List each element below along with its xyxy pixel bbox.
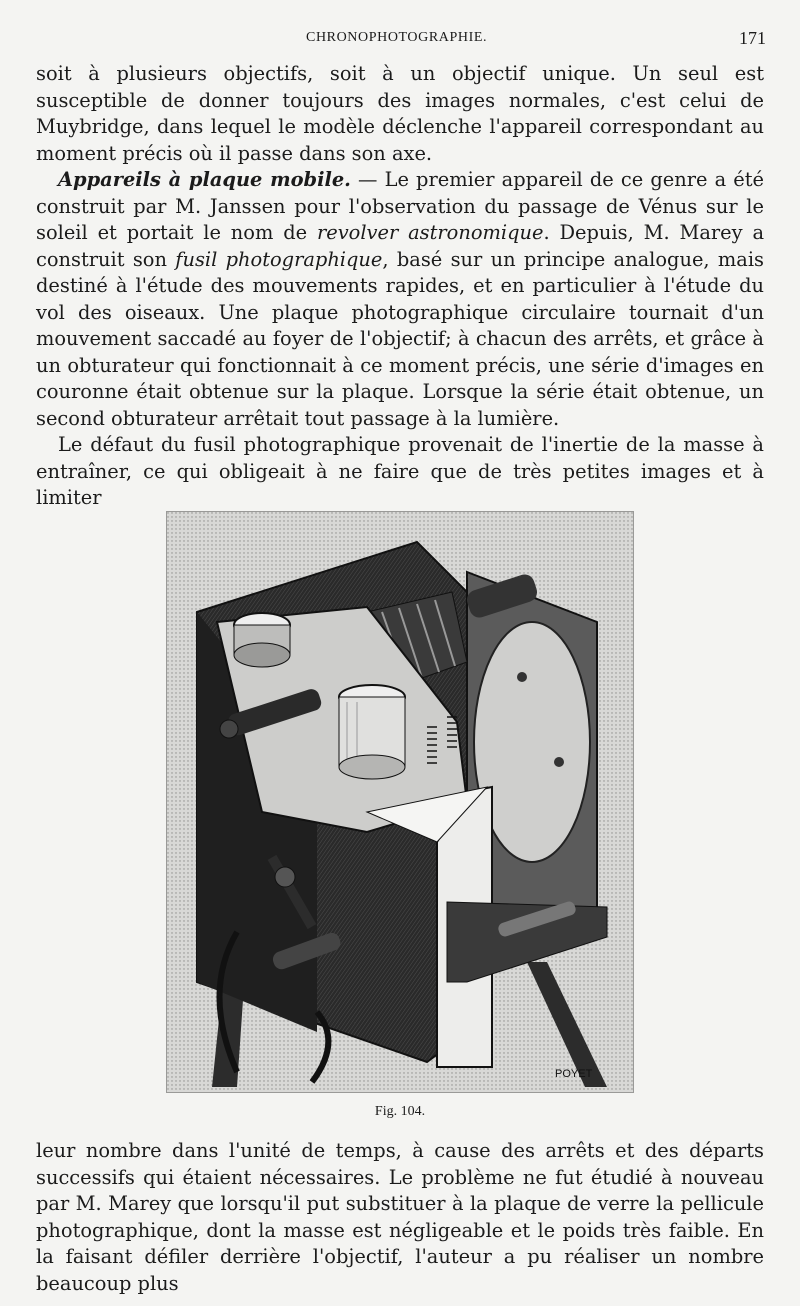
paragraph-2: [36, 167, 764, 432]
figure-caption: Fig. 104.: [374, 1104, 426, 1119]
paragraph-4: leur nombre dans l'unité de temps, à cause des arrêts et des départs successifs qui étaient nécessaires. Le problème ne fut étudié à nouveau par M. Marey que lorsqu'il put substituer à la plaque de verre la pellicule photographique, dont la masse est négligeable et le poids très faible. En la faisant défiler derrière l'objectif, l'auteur a pu réaliser un nombre beaucoup plus: [36, 1139, 764, 1295]
running-title: CHRONOPHOTOGRAPHIE.: [306, 30, 488, 45]
body-text-top: [36, 61, 764, 512]
section-heading: Appareils à plaque mobile.: [58, 168, 351, 191]
paragraph-1: soit à plusieurs objectifs, soit à un objectif unique. Un seul est susceptible de donner toujours des images normales, c'est celui de Muybridge, dans lequel le modèle déclenche l'appareil correspondant au moment précis où il passe dans son axe.: [36, 62, 764, 165]
engraver-signature: POYET: [555, 1068, 593, 1080]
page-header: [36, 28, 766, 52]
figure-engraving: [166, 511, 634, 1093]
paragraph-2-text-3: , basé sur un principe analogue, mais destiné à l'étude des mouvements rapides, et en particulier à l'étude du vol des oiseaux. Une plaque photographique circulaire tournait d'un mouvement saccadé au foyer de l'objectif; à chacun des arrêts, et grâce à un obturateur qui fonctionnait à ce moment précis, une série d'images en couronne était obtenue sur la plaque. Lorsque la série était obtenue, un second obturateur arrêtait tout passage à la lumière.: [36, 247, 764, 430]
camera-illustration: [167, 512, 633, 1092]
paragraph-3: Le défaut du fusil photographique provenait de l'inertie de la masse à entraîner, ce qui obligeait à ne faire que de très petites images et à limiter: [36, 433, 764, 509]
term-fusil-photographique: fusil photographique: [175, 247, 383, 271]
body-text-bottom: [36, 1138, 764, 1297]
page-number: 171: [739, 28, 766, 48]
term-revolver-astronomique: revolver astronomique: [316, 221, 544, 244]
paragraph-2-text-1: — Le premier appareil de ce genre a été construit par M. Janssen pour l'observation du passage de Vénus sur le soleil et portait le nom de: [36, 168, 764, 244]
paragraph-2-text-2: . Depuis, M. Marey a construit son: [36, 221, 764, 271]
